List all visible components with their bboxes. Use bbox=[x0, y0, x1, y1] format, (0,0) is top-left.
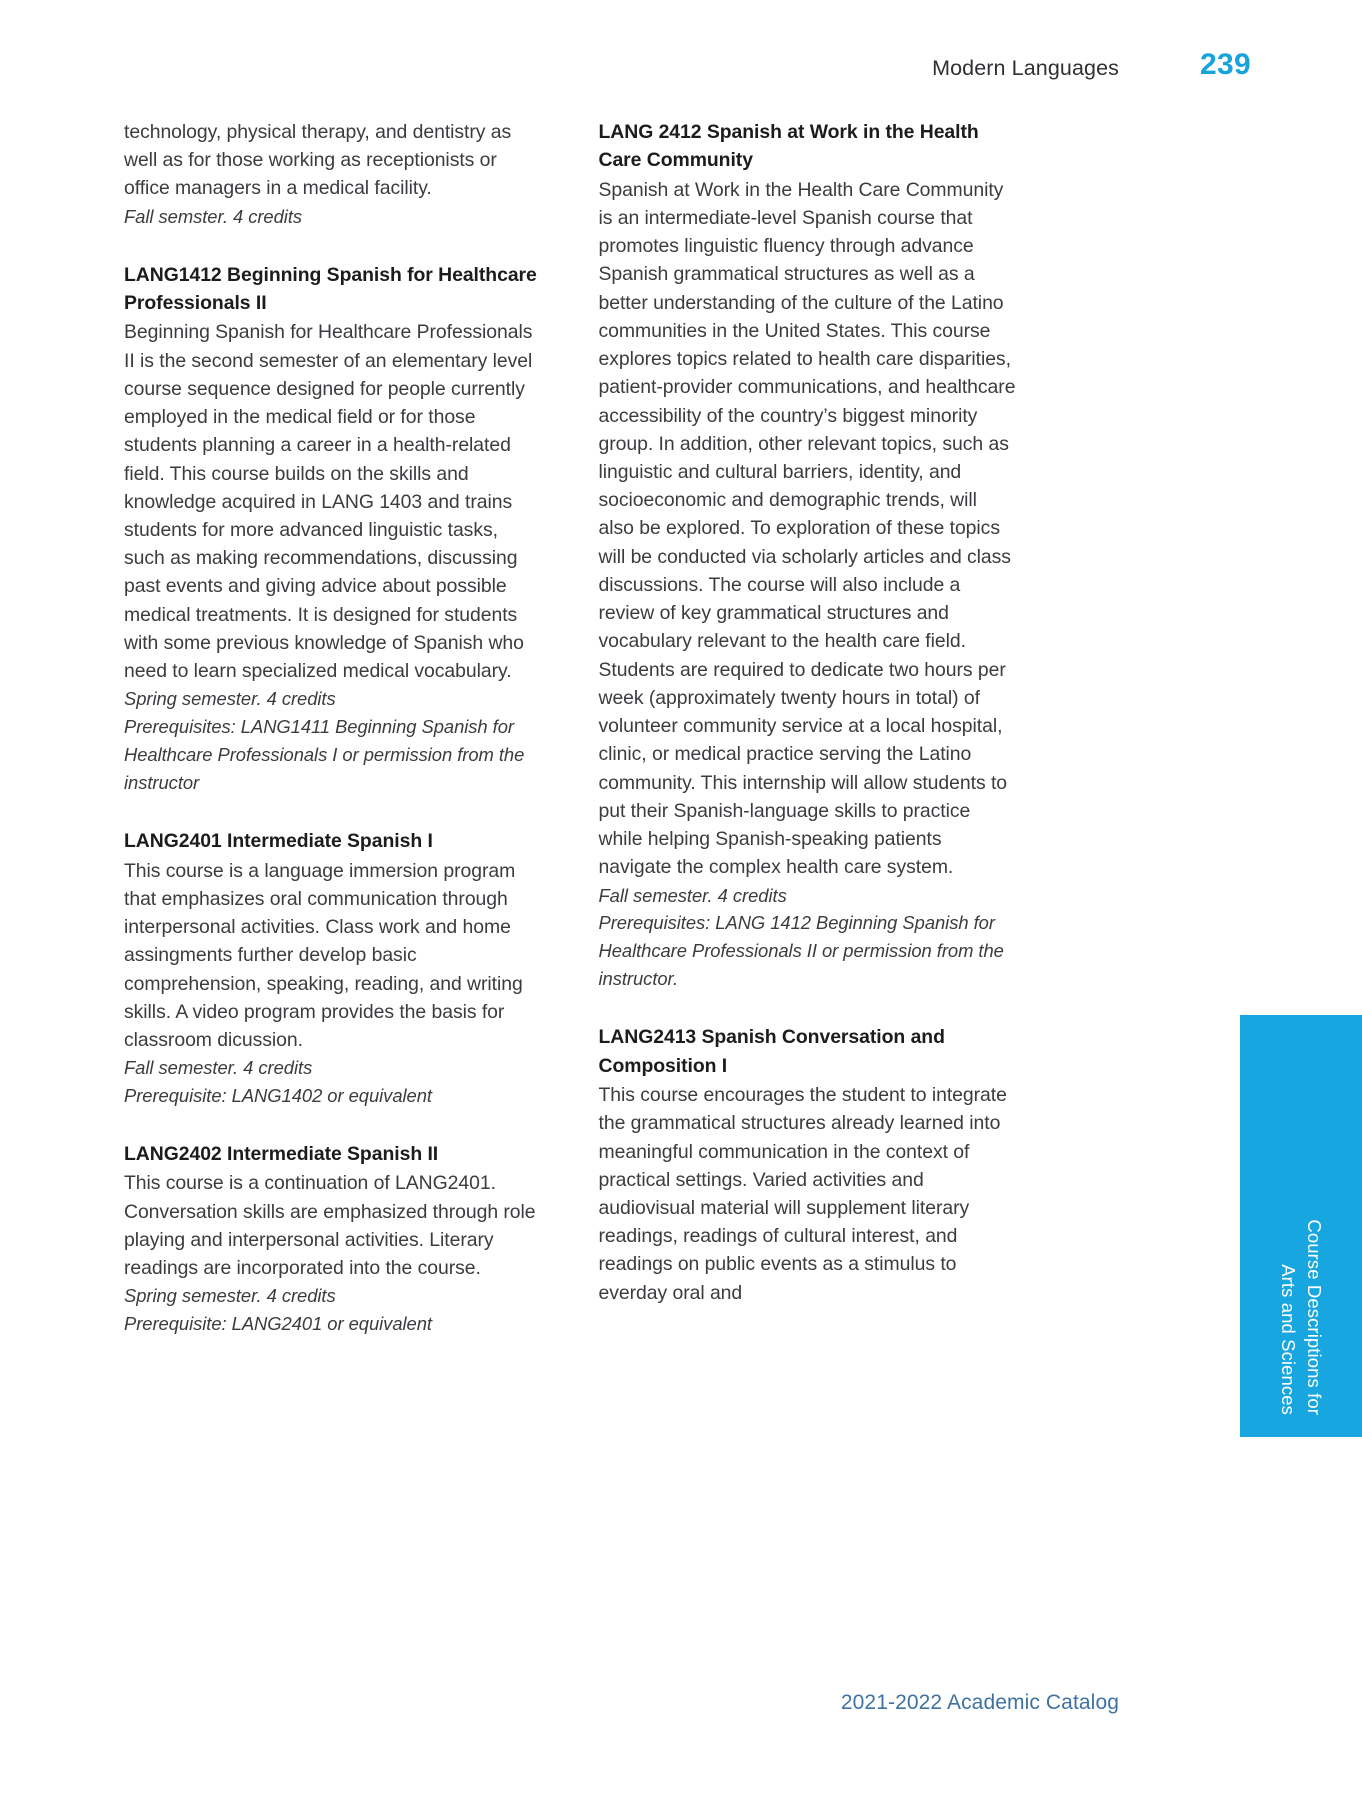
course-description: This course is a continuation of LANG2401. Conversation skills are emphasized through role playing and interpersonal activities. Literary readings are incorporated into the course. bbox=[124, 1172, 536, 1280]
continuation-meta: Fall semster. 4 credits bbox=[124, 205, 303, 227]
section-title: Modern Languages bbox=[932, 56, 1119, 80]
text-columns bbox=[124, 118, 1017, 1338]
course-title: LANG1412 Beginning Spanish for Healthcare Professionals II bbox=[124, 263, 537, 314]
course-term-credits: Fall semester. 4 credits bbox=[598, 884, 787, 906]
course-entry bbox=[124, 1140, 543, 1338]
left-column bbox=[124, 118, 543, 1338]
course-entry bbox=[599, 1023, 1018, 1307]
course-title: LANG2401 Intermediate Spanish I bbox=[124, 830, 433, 853]
page-number: 239 bbox=[1200, 48, 1251, 81]
catalog-label: 2021-2022 Academic Catalog bbox=[840, 1691, 1119, 1714]
course-description: Spanish at Work in the Health Care Community is an intermediate-level Spanish course that promotes linguistic fluency through advance Spanish grammatical structures as well as a better understanding of the culture of the Latino communities in the United States. This course explores topics related to health care disparities, patient-provider communications, and healthcare accessibility of the country’s biggest minority group. In addition, other relevant topics, such as linguistic and cultural barriers, identity, and socioeconomic and demographic trends, will also be explored. To exploration of these topics will be conducted via scholarly articles and class discussions. The course will also include a review of key grammatical structures and vocabulary relevant to the health care field. Students are required to dedicate two hours per week (approximately twenty hours in total) of volunteer community service at a local hospital, clinic, or medical practice serving the Latino community. This internship will allow students to put their Spanish-language skills to practice while helping Spanish-speaking patients navigate the complex health care system. bbox=[598, 178, 1016, 879]
course-term-credits: Fall semester. 4 credits bbox=[124, 1057, 313, 1079]
course-title: LANG 2412 Spanish at Work in the Health Care Community bbox=[598, 121, 979, 172]
course-prerequisites: Prerequisite: LANG2401 or equivalent bbox=[124, 1313, 432, 1335]
section-side-tab bbox=[1240, 1015, 1362, 1437]
course-entry bbox=[599, 118, 1018, 993]
running-head bbox=[0, 48, 1362, 96]
continuation-text: technology, physical therapy, and dentistry as well as for those working as receptionists or office managers in a medical facility. bbox=[124, 121, 512, 200]
side-tab-line-1: Course Descriptions for bbox=[1303, 1219, 1325, 1415]
course-prerequisites: Prerequisites: LANG 1412 Beginning Spanish for Healthcare Professionals II or permission from the instructor. bbox=[598, 912, 1004, 990]
right-column bbox=[599, 118, 1018, 1338]
course-title: LANG2413 Spanish Conversation and Composition I bbox=[598, 1026, 945, 1077]
course-term-credits: Spring semester. 4 credits bbox=[124, 1285, 336, 1307]
course-description: This course is a language immersion program that emphasizes oral communication through interpersonal activities. Class work and home assingments further develop basic comprehension, speaking, reading, and writing skills. A video program provides the basis for classroom dicussion. bbox=[124, 859, 523, 1051]
side-tab-line-2: Arts and Sciences bbox=[1278, 1264, 1299, 1415]
continuation-paragraph bbox=[124, 118, 543, 231]
course-description: This course encourages the student to integrate the grammatical structures already learned into meaningful communication in the context of practical settings. Varied activities and audiovisual material will supplement literary readings, readings of cultural interest, and readings on public events as a stimulus to everday oral and bbox=[598, 1084, 1007, 1304]
page-footer bbox=[0, 1680, 1362, 1800]
course-description: Beginning Spanish for Healthcare Professionals II is the second semester of an elementary level course sequence designed for people currently employed in the medical field or for those students planning a career in a health-related field. This course builds on the skills and knowledge acquired in LANG 1403 and trains students for more advanced linguistic tasks, such as making recommendations, discussing past events and giving advice about possible medical treatments. It is designed for students with some previous knowledge of Spanish who need to learn specialized medical vocabulary. bbox=[124, 321, 533, 683]
section-side-tab-text bbox=[1240, 1015, 1362, 1437]
course-prerequisites: Prerequisite: LANG1402 or equivalent bbox=[124, 1085, 432, 1107]
course-prerequisites: Prerequisites: LANG1411 Beginning Spanish for Healthcare Professionals I or permission from the instructor bbox=[124, 716, 525, 794]
course-entry bbox=[124, 261, 543, 798]
course-entry bbox=[124, 827, 543, 1110]
course-title: LANG2402 Intermediate Spanish II bbox=[124, 1143, 439, 1166]
course-term-credits: Spring semester. 4 credits bbox=[124, 688, 336, 710]
